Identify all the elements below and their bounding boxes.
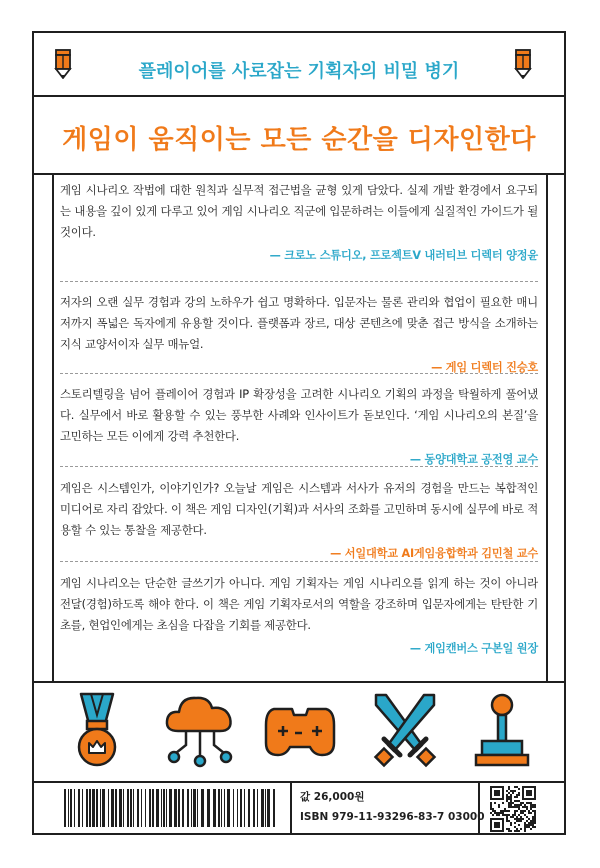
review-item <box>60 478 538 564</box>
review-item <box>60 292 538 378</box>
qr-code <box>490 786 536 832</box>
barcode-area <box>34 781 564 835</box>
book-subtitle: 플레이어를 사로잡는 기획자의 비밀 병기 <box>138 61 460 82</box>
review-item <box>60 180 538 266</box>
price-info <box>300 787 485 827</box>
gamepad-icon <box>264 703 336 763</box>
review-text: 저자의 오랜 실무 경험과 강의 노하우가 쉽고 명확하다. 입문자는 물론 관리와 협업이 필요한 매니저까지 폭넓은 독자에게 유용할 것이다. 플랫폼과 장르, 대상 콘텐츠에 맞춘 접근 방식을 소개하는 지식 교양서이자 실무 매뉴얼. <box>60 295 538 351</box>
price-text: 값 26,000원 <box>300 791 365 803</box>
icon-row <box>34 681 564 781</box>
cloud-network-icon <box>164 691 236 773</box>
crossed-swords-icon <box>372 691 438 773</box>
review-text: 스토리텔링을 넘어 플레이어 경험과 IP 확장성을 고려한 시나리오 기획의 과정을 탁월하게 풀어냈다. 실무에서 바로 활용할 수 있는 풍부한 사례와 인사이트가 돋보인다. ‘게임 시나리오의 본질’을 고민하는 모든 이에게 강력 추천한다. <box>60 387 538 443</box>
review-author: — 크로노 스튜디오, 프로젝트V 내러티브 디렉터 양정윤 <box>269 249 538 262</box>
joystick-icon <box>474 691 530 773</box>
book-tagline: 게임이 움직이는 모든 순간을 디자인한다 <box>62 125 536 155</box>
review-author: — 서일대학교 AI게임융합학과 김민철 교수 <box>330 547 538 560</box>
review-item <box>60 573 538 659</box>
barcode-image <box>64 789 280 827</box>
review-author: — 게임 디렉터 진승호 <box>431 361 538 374</box>
review-text: 게임은 시스템인가, 이야기인가? 오늘날 게임은 시스템과 서사가 유저의 경험을 만드는 복합적인 미디어로 자리 잡았다. 이 책은 게임 디자인(기획)과 서사의 조화를 고민하며 동시에 실무에 바로 적용할 수 있는 통찰을 제공한다. <box>60 481 538 537</box>
review-author: — 게임캔버스 구본일 원장 <box>409 642 538 655</box>
review-text: 게임 시나리오 작법에 대한 원칙과 실무적 접근법을 균형 있게 담았다. 실제 개발 환경에서 요구되는 내용을 깊이 있게 다루고 있어 게임 시나리오 직군에 입문하려는 이들에게 실질적인 가이드가 될 것이다. <box>60 183 538 239</box>
review-item <box>60 384 538 470</box>
review-text: 게임 시나리오는 단순한 글쓰기가 아니다. 게임 기획자는 게임 시나리오를 읽게 하는 것이 아니라 전달(경험)하도록 해야 한다. 이 책은 게임 기획자로서의 역할을 강조하며 입문자에게는 탄탄한 기초를, 현업인에게는 초심을 다잡을 기회를 제공한다. <box>60 576 538 632</box>
pencil-icon <box>514 49 532 83</box>
review-author: — 동양대학교 공전영 교수 <box>409 453 538 466</box>
isbn-text: ISBN 979-11-93296-83-7 03000 <box>300 811 485 823</box>
medal-icon <box>72 691 122 773</box>
